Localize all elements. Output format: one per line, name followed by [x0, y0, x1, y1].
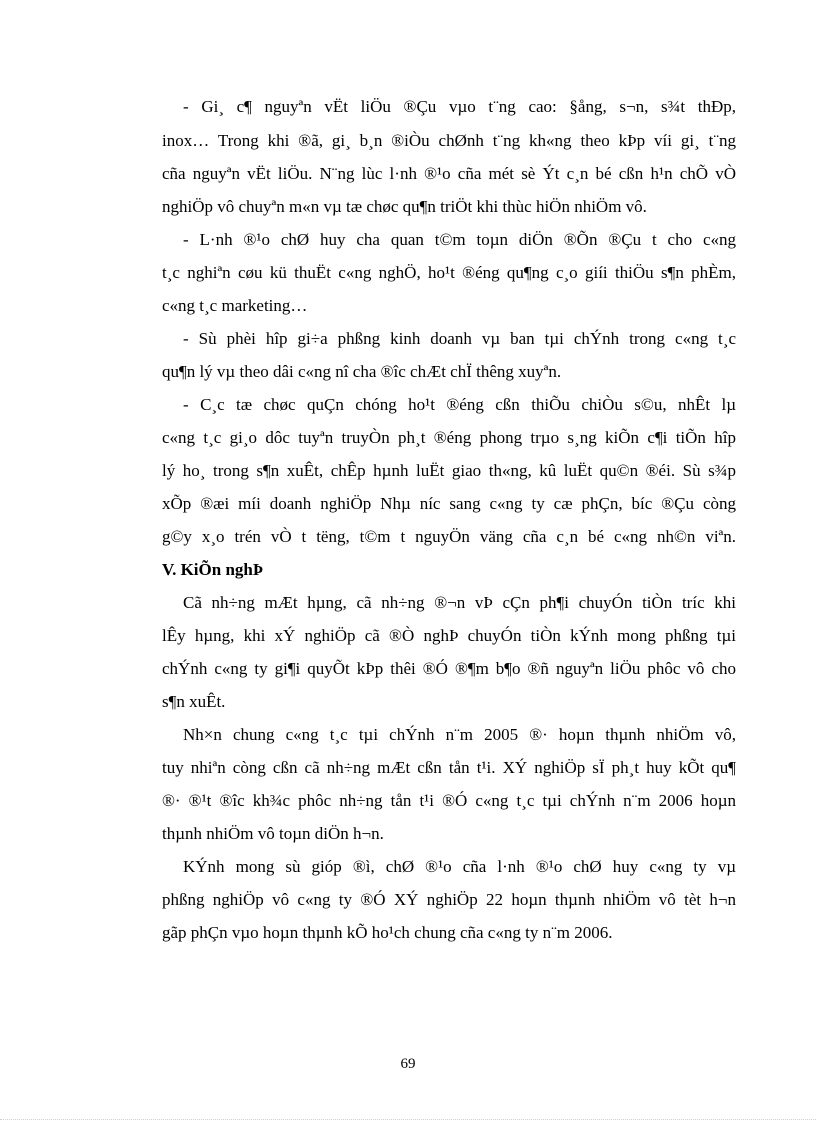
section-heading: V. KiÕn nghÞ	[162, 560, 264, 579]
paragraph-line: tuy nhiªn còng cßn cã nh÷ng mÆt cßn tån t¹i. XÝ nghiÖp sÏ ph¸t huy kÕt qu¶	[162, 758, 736, 777]
paragraph-line: qu¶n lý vµ theo dâi c«ng nî cha ®îc chÆt chÏ thêng xuyªn.	[162, 362, 562, 381]
paragraph-line: ®· ®¹t ®îc kh¾c phôc nh÷ng tån t¹i ®Ó c«ng t¸c tµi chÝnh n¨m 2006 hoµn	[162, 791, 736, 810]
paragraph-line: Cã nh÷ng mÆt hµng, cã nh÷ng ®¬n vÞ cÇn ph¶i chuyÓn tiÒn tríc khi	[183, 593, 736, 612]
paragraph-line: - L·nh ®¹o chØ huy cha quan t©m toµn diÖn ®Õn ®Çu t cho c«ng	[183, 230, 736, 249]
paragraph-line: inox… Trong khi ®ã, gi¸ b¸n ®iÒu chØnh t¨ng kh«ng theo kÞp víi gi¸ t¨ng	[162, 131, 736, 150]
page-bottom-divider	[0, 1119, 816, 1120]
paragraph-line: - Gi¸ c¶ nguyªn vËt liÖu ®Çu vµo t¨ng cao: §ång, s¬n, s¾t thÐp,	[183, 97, 736, 116]
paragraph-line: c«ng t¸c gi¸o dôc tuyªn truyÒn ph¸t ®éng phong trµo s¸ng kiÕn c¶i tiÕn hîp	[162, 428, 736, 447]
paragraph-line: thµnh nhiÖm vô toµn diÖn h¬n.	[162, 824, 384, 843]
paragraph-line: - Sù phèi hîp gi÷a phßng kinh doanh vµ ban tµi chÝnh trong c«ng t¸c	[183, 329, 736, 348]
paragraph-line: - C¸c tæ chøc quÇn chóng ho¹t ®éng cßn thiÕu chiÒu s©u, nhÊt lµ	[183, 395, 736, 414]
paragraph-line: nghiÖp vô chuyªn m«n vµ tæ chøc qu¶n triÖt khi thùc hiÖn nhiÖm vô.	[162, 197, 647, 216]
paragraph-line: g©y x¸o trén vÒ t tëng, t©m t nguyÖn väng cña c¸n bé c«ng nh©n viªn.	[162, 527, 736, 546]
paragraph-line: xÕp ®æi míi doanh nghiÖp Nhµ níc sang c«ng ty cæ phÇn, bíc ®Çu còng	[162, 494, 736, 513]
paragraph-line: phßng nghiÖp vô c«ng ty ®Ó XÝ nghiÖp 22 hoµn thµnh nhiÖm vô tèt h¬n	[162, 890, 736, 909]
page-number: 69	[400, 1056, 416, 1072]
paragraph-line: t¸c nghiªn cøu kü thuËt c«ng nghÖ, ho¹t ®éng qu¶ng c¸o giíi thiÖu s¶n phÈm,	[162, 263, 736, 282]
paragraph-line: s¶n xuÊt.	[162, 692, 226, 711]
paragraph-line: lý ho¸ trong s¶n xuÊt, chÊp hµnh luËt giao th«ng, kû luËt qu©n ®éi. Sù s¾p	[162, 461, 736, 480]
paragraph-line: c«ng t¸c marketing…	[162, 296, 308, 315]
paragraph-line: lÊy hµng, khi xÝ nghiÖp cã ®Ò nghÞ chuyÓn tiÒn kÝnh mong phßng tµi	[162, 626, 736, 645]
paragraph-line: KÝnh mong sù gióp ®ì, chØ ®¹o cña l·nh ®¹o chØ huy c«ng ty vµ	[183, 857, 736, 876]
paragraph-line: chÝnh c«ng ty gi¶i quyÕt kÞp thêi ®Ó ®¶m b¶o ®ñ nguyªn liÖu phôc vô cho	[162, 659, 736, 678]
paragraph-line: cña nguyªn vËt liÖu. N¨ng lùc l·nh ®¹o cña mét sè Ýt c¸n bé cßn h¹n chÕ vÒ	[162, 164, 736, 183]
paragraph-line: gãp phÇn vµo hoµn thµnh kÕ ho¹ch chung cña c«ng ty n¨m 2006.	[162, 923, 613, 942]
paragraph-line: Nh×n chung c«ng t¸c tµi chÝnh n¨m 2005 ®· hoµn thµnh nhiÖm vô,	[183, 725, 736, 744]
